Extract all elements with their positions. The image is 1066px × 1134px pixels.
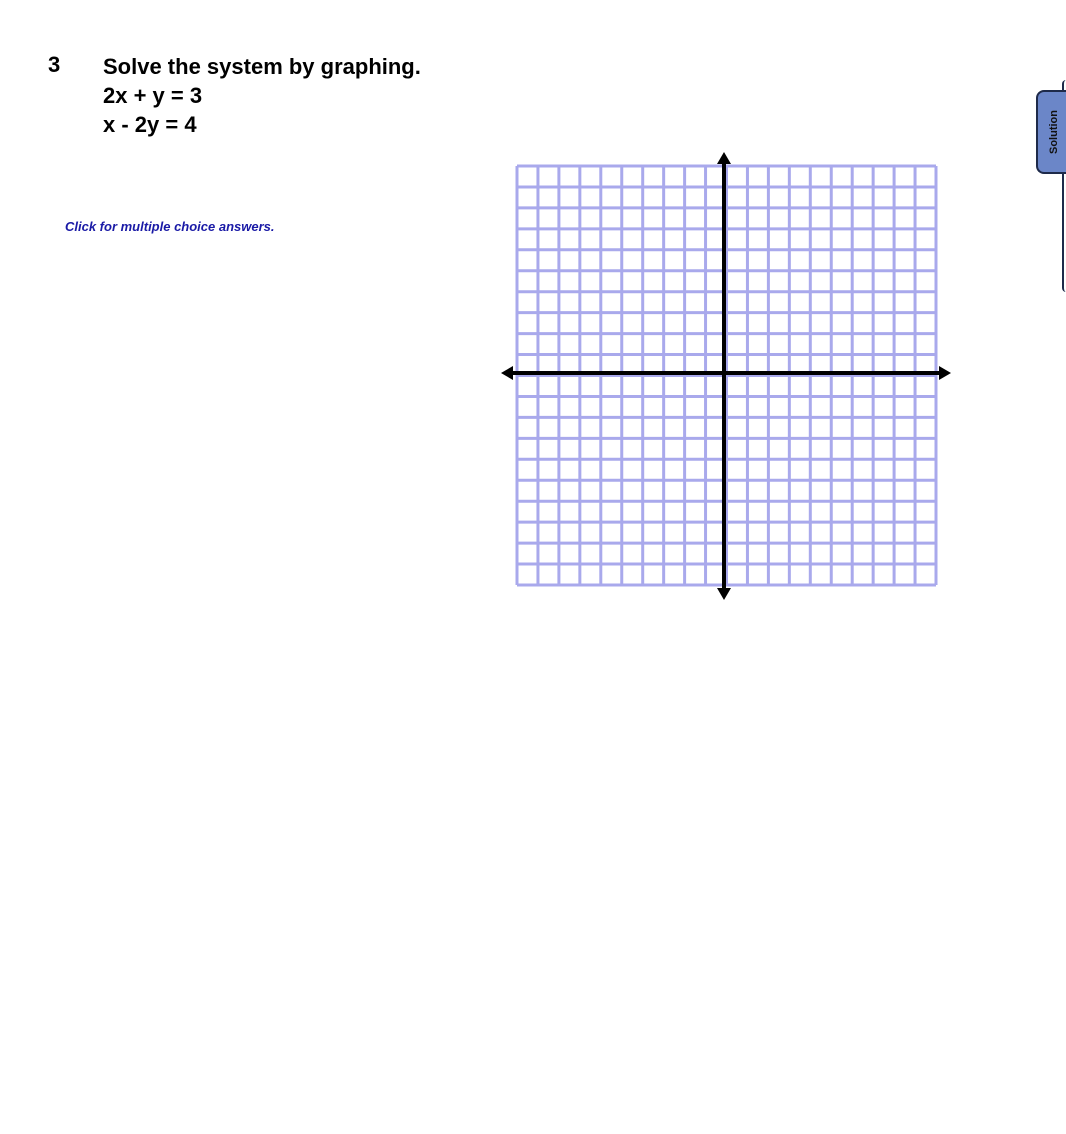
x-axis-right-arrow	[939, 366, 951, 380]
problem-title: Solve the system by graphing.	[103, 54, 421, 79]
equation-2: x - 2y = 4	[103, 112, 197, 137]
multiple-choice-link[interactable]: Click for multiple choice answers.	[65, 219, 275, 234]
x-axis-left-arrow	[501, 366, 513, 380]
y-axis-bottom-arrow	[717, 588, 731, 600]
y-axis-top-arrow	[717, 152, 731, 164]
grid-lines	[517, 166, 936, 585]
solution-tab[interactable]	[1036, 90, 1066, 174]
problem-number: 3	[48, 52, 61, 77]
x-axis	[501, 366, 951, 380]
y-axis	[717, 152, 731, 600]
solution-tab-label: Solution	[1048, 110, 1060, 154]
equation-1: 2x + y = 3	[103, 83, 203, 108]
problem-statement	[103, 52, 421, 139]
